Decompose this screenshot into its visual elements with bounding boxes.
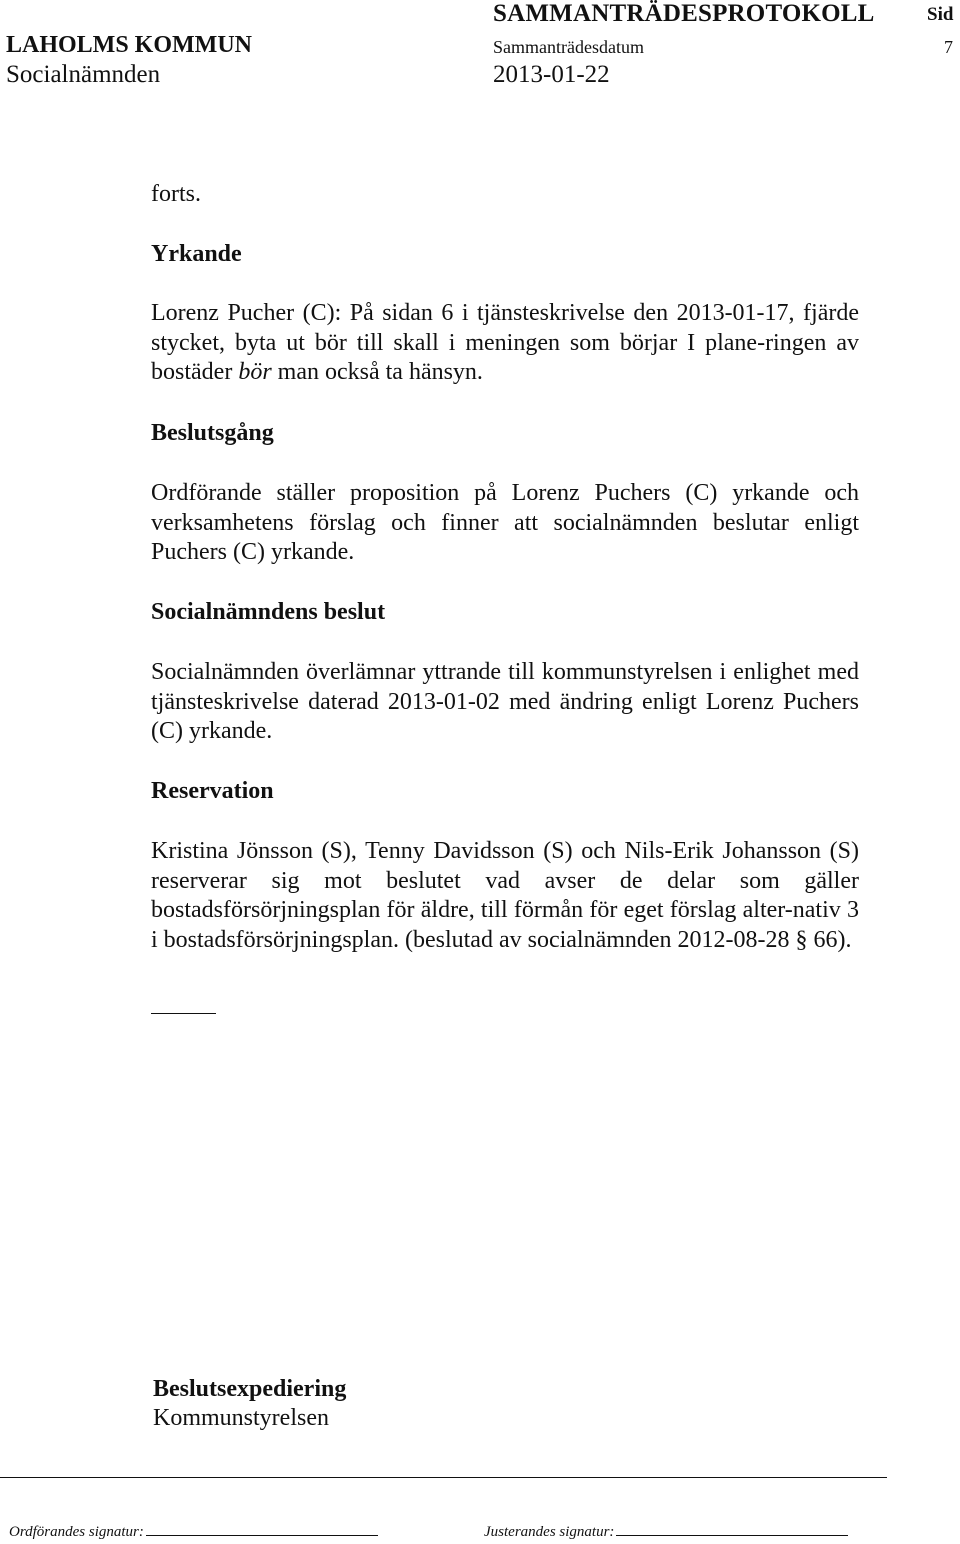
adjuster-signature-label: Justerandes signatur: [484, 1524, 615, 1540]
meeting-date: 2013-01-22 [493, 61, 610, 88]
beslut-heading: Socialnämndens beslut [151, 599, 386, 625]
committee-name: Socialnämnden [6, 61, 161, 88]
footer-divider [0, 1477, 887, 1478]
chair-signature-label: Ordförandes signatur: [9, 1524, 144, 1540]
adjuster-signature-line[interactable] [616, 1521, 848, 1536]
beslut-paragraph: Socialnämnden överlämnar yttrande till kommunstyrelsen i enlighet med tjänsteskrivelse daterad 2013-01-02 med ändring enligt Lorenz Puchers (C) yrkande. [151, 659, 859, 744]
chair-signature-line[interactable] [146, 1521, 378, 1536]
page-number: 7 [944, 37, 953, 57]
expedition-recipient: Kommunstyrelsen [153, 1405, 329, 1431]
section-end-rule [151, 1013, 216, 1014]
yrkande-heading: Yrkande [151, 241, 242, 267]
yrkande-text-part2: man också ta hänsyn. [271, 359, 483, 385]
beslutsgang-heading: Beslutsgång [151, 420, 274, 446]
municipality-name: LAHOLMS KOMMUN [6, 32, 252, 58]
yrkande-text-part1: Lorenz Pucher (C): På sidan 6 i tjänsteskrivelse den 2013-01-17, fjärde stycket, byta ut bör till skall i meningen som börjar I plane-ringen av bostäder [151, 300, 859, 385]
protocol-title: SAMMANTRÄDESPROTOKOLL [493, 0, 875, 27]
yrkande-paragraph [151, 299, 859, 388]
yrkande-text-italic: bör [238, 359, 272, 385]
beslutsgang-paragraph: Ordförande ställer proposition på Lorenz Puchers (C) yrkande och verksamhetens förslag och finner att socialnämnden beslutar enligt Puchers (C) yrkande. [151, 480, 859, 565]
reservation-heading: Reservation [151, 778, 274, 804]
date-label: Sammanträdesdatum [493, 37, 644, 57]
continued-label [151, 180, 859, 210]
expedition-heading: Beslutsexpediering [153, 1376, 347, 1402]
sid-label: Sid [927, 4, 954, 25]
chair-signature [9, 1521, 378, 1541]
adjuster-signature [484, 1521, 848, 1541]
reservation-paragraph: Kristina Jönsson (S), Tenny Davidsson (S) och Nils-Erik Johansson (S) reserverar sig mot beslutet vad avser de delar som gäller bostadsförsörjningsplan för äldre, till förmån för eget förslag alter-nativ 3 i bostadsförsörjningsplan. (beslutad av socialnämnden 2012-08-28 § 66). [151, 838, 859, 953]
continued-text: forts. [151, 181, 201, 207]
